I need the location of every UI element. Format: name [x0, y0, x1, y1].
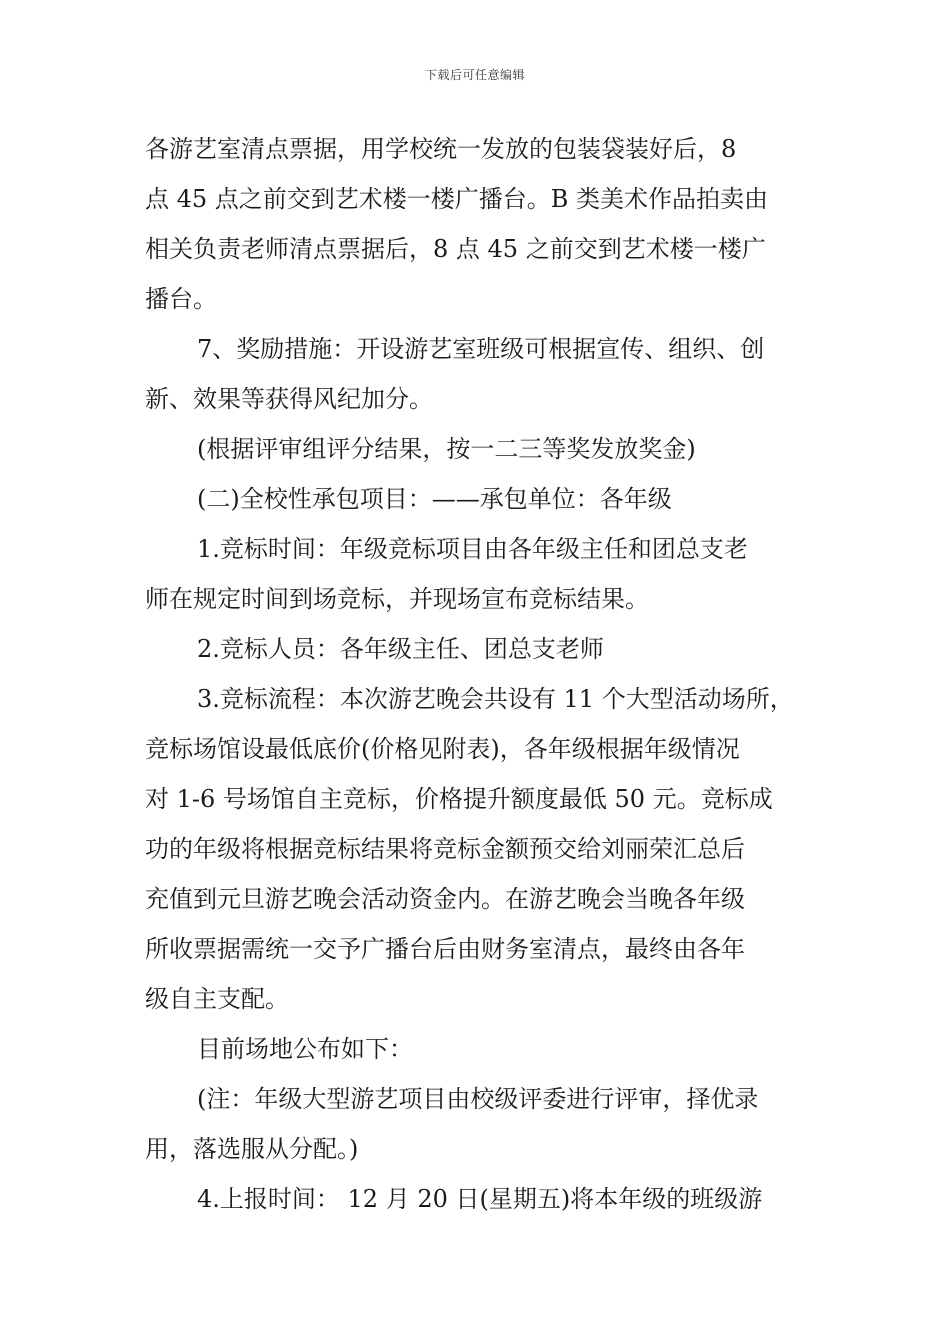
page-header: 下载后可任意编辑 [424, 68, 525, 82]
text-line: 师在规定时间到场竞标，并现场宣布竞标结果。 [145, 585, 649, 613]
text-line: 所收票据需统一交予广播台后由财务室清点，最终由各年 [145, 935, 745, 963]
text-line: 播台。 [145, 285, 217, 313]
document-body [145, 124, 810, 1224]
text-line: 对 1-6 号场馆自主竞标，价格提升额度最低 50 元。竞标成 [145, 785, 773, 813]
text-line: 级自主支配。 [145, 985, 289, 1013]
paragraph-start: 4.上报时间： 12 月 20 日(星期五)将本年级的班级游 [197, 1185, 763, 1213]
section-heading: (二)全校性承包项目：——承包单位：各年级 [197, 485, 672, 513]
text-line: 各游艺室清点票据，用学校统一发放的包装袋装好后，8 [145, 135, 737, 163]
paragraph-start: 目前场地公布如下： [197, 1035, 413, 1063]
text-line: 竞标场馆设最低底价(价格见附表)，各年级根据年级情况 [145, 735, 740, 763]
text-line: 相关负责老师清点票据后，8 点 45 之前交到艺术楼一楼广 [145, 235, 766, 263]
paragraph-start: (根据评审组评分结果，按一二三等奖发放奖金) [197, 435, 696, 463]
paragraph-start: 7、奖励措施：开设游艺室班级可根据宣传、组织、创 [197, 335, 765, 363]
text-line: 用，落选服从分配。) [145, 1135, 359, 1163]
text-line: 功的年级将根据竞标结果将竞标金额预交给刘丽荣汇总后 [145, 835, 745, 863]
paragraph-start: 3.竞标流程：本次游艺晚会共设有 11 个大型活动场所， [197, 685, 794, 713]
paragraph-start: 2.竞标人员：各年级主任、团总支老师 [197, 635, 604, 663]
text-line: 充值到元旦游艺晚会活动资金内。在游艺晚会当晚各年级 [145, 885, 745, 913]
paragraph-start: 1.竞标时间：年级竞标项目由各年级主任和团总支老 [197, 535, 748, 563]
paragraph-start: (注：年级大型游艺项目由校级评委进行评审，择优录 [197, 1085, 759, 1113]
text-line: 新、效果等获得风纪加分。 [145, 385, 433, 413]
text-line: 点 45 点之前交到艺术楼一楼广播台。B 类美术作品拍卖由 [145, 185, 769, 213]
